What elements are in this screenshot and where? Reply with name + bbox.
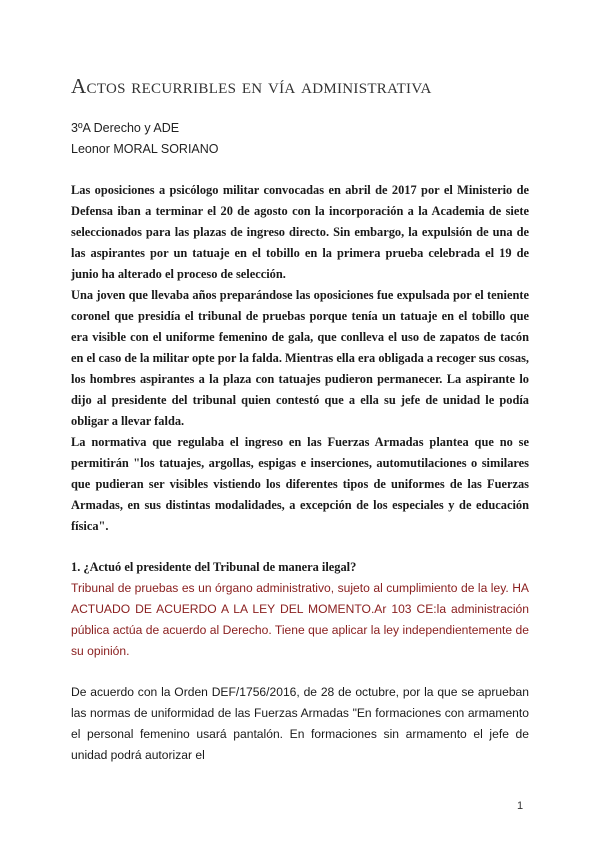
paragraph-expulsion: Una joven que llevaba años preparándose las oposiciones fue expulsada por el teniente coronel que presidía el tribunal de pruebas porque tenía un tatuaje en el tobillo que era visible con el uniforme femenino de gala, que conlleva el uso de zapatos de tacón en el caso de la militar opte por la falda. Mientras ella era obligada a recoger sus cosas, los hombres aspirantes a la plaza con tatuajes pudieron permanecer. La aspirante lo dijo al presidente del tribunal quien contestó que a ella su jefe de unidad le podía obligar a llevar falda. [71,288,529,428]
paragraph-intro: Las oposiciones a psicólogo militar convocadas en abril de 2017 por el Ministerio de Defensa iban a terminar el 20 de agosto con la incorporación a la Academia de siete seleccionados para las plazas de ingreso directo. Sin embargo, la expulsión de una de las aspirantes por un tatuaje en el tobillo en la primera prueba celebrada el 19 de junio ha alterado el proceso de selección. [71,183,529,281]
paragraph-order-def: De acuerdo con la Orden DEF/1756/2016, de 28 de octubre, por la que se aprueban las normas de uniformidad de las Fuerzas Armadas "En formaciones con armamento el personal femenino usará pantalón. En formaciones sin armamento el jefe de unidad podrá autorizar el [71,685,529,762]
course-label: 3ºA Derecho y ADE [71,121,180,135]
document-body [71,180,529,766]
paragraph-regulation: La normativa que regulaba el ingreso en las Fuerzas Armadas plantea que no se permitirán "los tatuajes, argollas, espigas e inserciones, automutilaciones o similares que pudieran ser visibles vistiendo los diferentes tipos de uniformes de las Fuerzas Armadas, en sus distintas modalidades, a excepción de los especiales y de educación física". [71,435,529,533]
question-heading: 1. ¿Actuó el presidente del Tribunal de manera ilegal? [71,560,357,574]
document-title: Actos recurribles en vía administrativa [71,74,432,98]
author-name: Leonor MORAL SORIANO [71,142,219,156]
answer-text: Tribunal de pruebas es un órgano administrativo, sujeto al cumplimiento de la ley. HA ACTUADO DE ACUERDO A LA LEY DEL MOMENTO.Ar 103 CE:la administración pública actúa de acuerdo al Derecho. Tiene que aplicar la ley independientemente de su opinión. [71,581,529,658]
page-number: 1 [517,800,524,812]
